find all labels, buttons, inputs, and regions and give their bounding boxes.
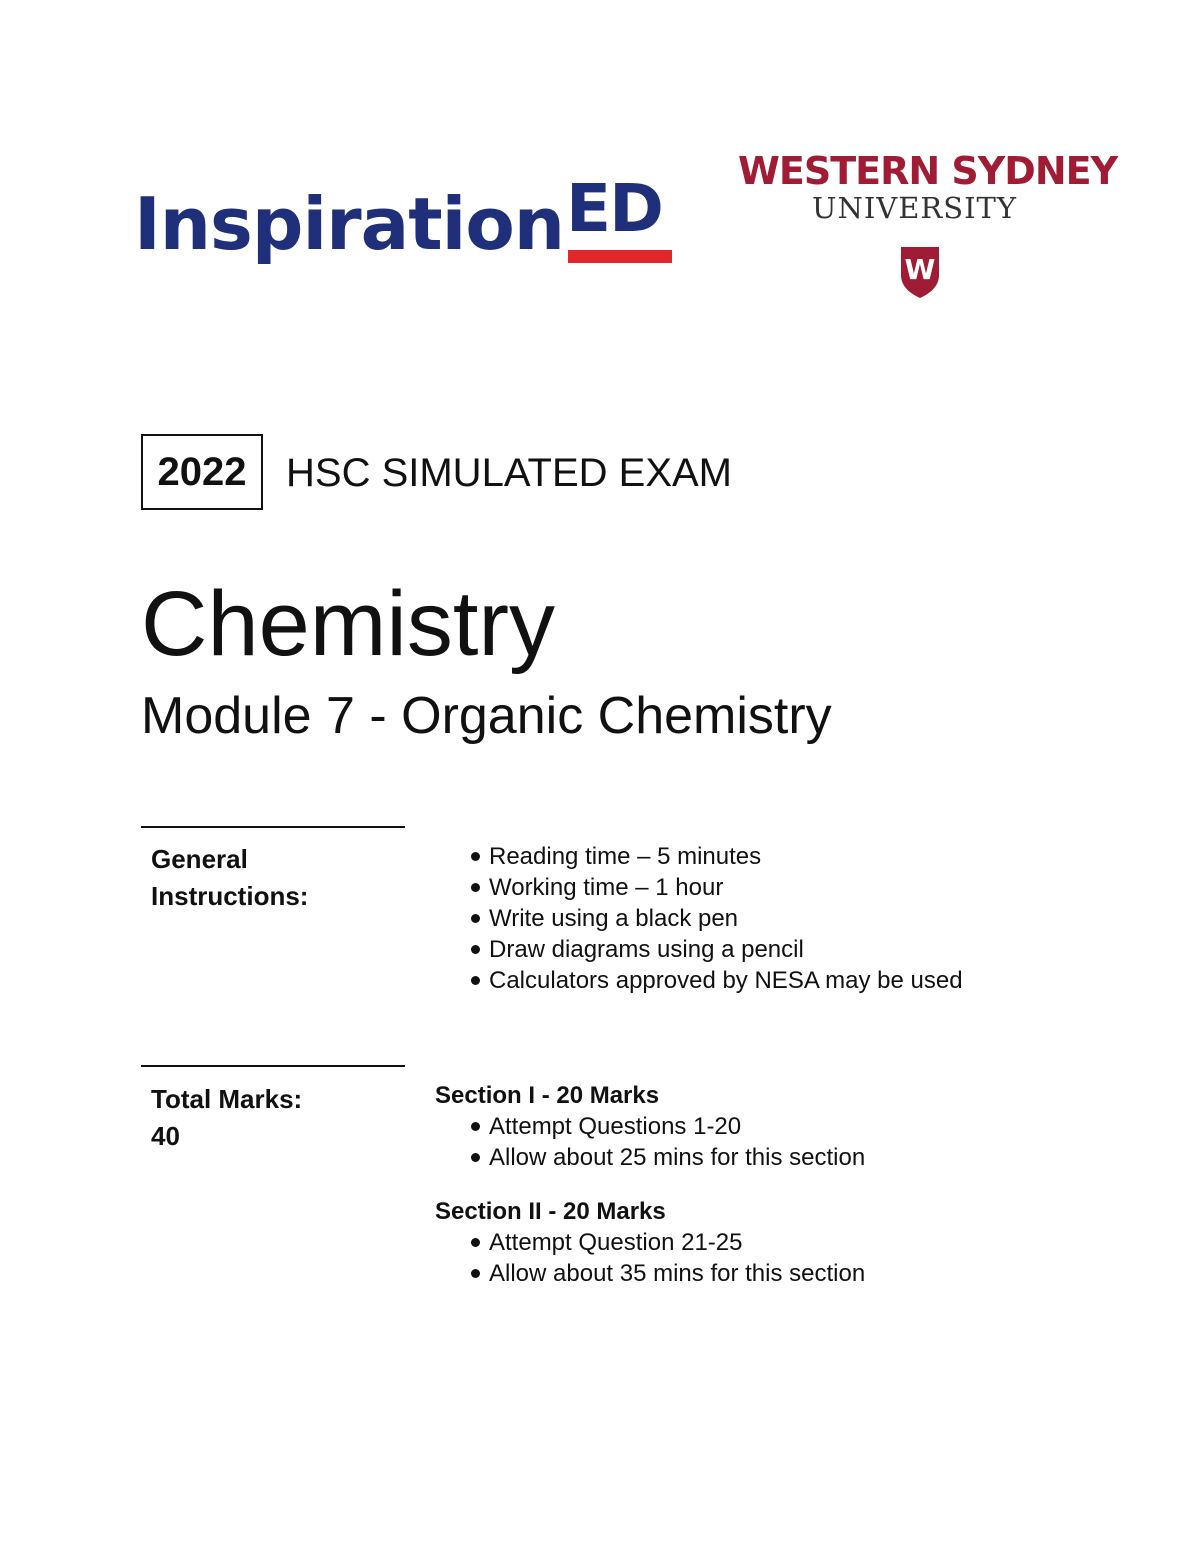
list-item-text: Calculators approved by NESA may be used (489, 967, 963, 994)
bullet-icon (471, 1238, 480, 1247)
inspiration-logo-text: Inspiration (134, 182, 565, 266)
list-item (471, 1111, 865, 1142)
total-marks-value: 40 (151, 1121, 180, 1151)
list-item-text: Allow about 35 mins for this section (489, 1260, 866, 1287)
bullet-icon (471, 883, 480, 892)
bullet-icon (471, 914, 480, 923)
list-item (471, 965, 963, 996)
divider (141, 826, 405, 828)
wsu-crest-letter: W (904, 253, 936, 286)
list-item (471, 934, 963, 965)
bullet-icon (471, 1122, 480, 1131)
bullet-icon (471, 1153, 480, 1162)
exam-year-box (141, 434, 263, 510)
bullet-icon (471, 1269, 480, 1278)
wsu-logo-name: WESTERN SYDNEY (738, 149, 1118, 193)
section-1-heading: Section I - 20 Marks (435, 1082, 660, 1109)
section-2-heading: Section II - 20 Marks (435, 1198, 666, 1225)
general-label-line2: Instructions: (151, 881, 309, 911)
list-item (471, 872, 963, 903)
list-item (471, 841, 963, 872)
exam-year: 2022 (157, 449, 247, 494)
list-item-text: Allow about 25 mins for this section (489, 1144, 866, 1171)
list-item (471, 1142, 865, 1173)
list-item (471, 1227, 865, 1258)
exam-label: HSC SIMULATED EXAM (286, 451, 732, 495)
wsu-crest-icon (899, 245, 941, 299)
list-item-text: Attempt Questions 1-20 (489, 1113, 742, 1140)
general-instructions-list (471, 841, 963, 996)
wsu-logo-university: UNIVERSITY (812, 191, 1018, 225)
general-label-line1: General (151, 844, 248, 874)
section-2-list (471, 1227, 865, 1289)
bullet-icon (471, 945, 480, 954)
inspiration-logo-ed: ED (566, 170, 662, 247)
total-marks-block (151, 1081, 302, 1155)
list-item-text: Attempt Question 21-25 (489, 1229, 743, 1256)
section-1-list (471, 1111, 865, 1173)
inspiration-logo-underline (568, 250, 672, 263)
divider (141, 1065, 405, 1067)
bullet-icon (471, 852, 480, 861)
bullet-icon (471, 976, 480, 985)
list-item (471, 903, 963, 934)
list-item-text: Reading time – 5 minutes (489, 843, 762, 870)
total-marks-label: Total Marks: (151, 1084, 303, 1114)
list-item-text: Draw diagrams using a pencil (489, 936, 804, 963)
general-instructions-label (151, 841, 308, 915)
module-subtitle: Module 7 - Organic Chemistry (141, 687, 832, 745)
list-item-text: Working time – 1 hour (489, 874, 724, 901)
list-item-text: Write using a black pen (489, 905, 739, 932)
subject-title: Chemistry (141, 573, 556, 675)
list-item (471, 1258, 865, 1289)
